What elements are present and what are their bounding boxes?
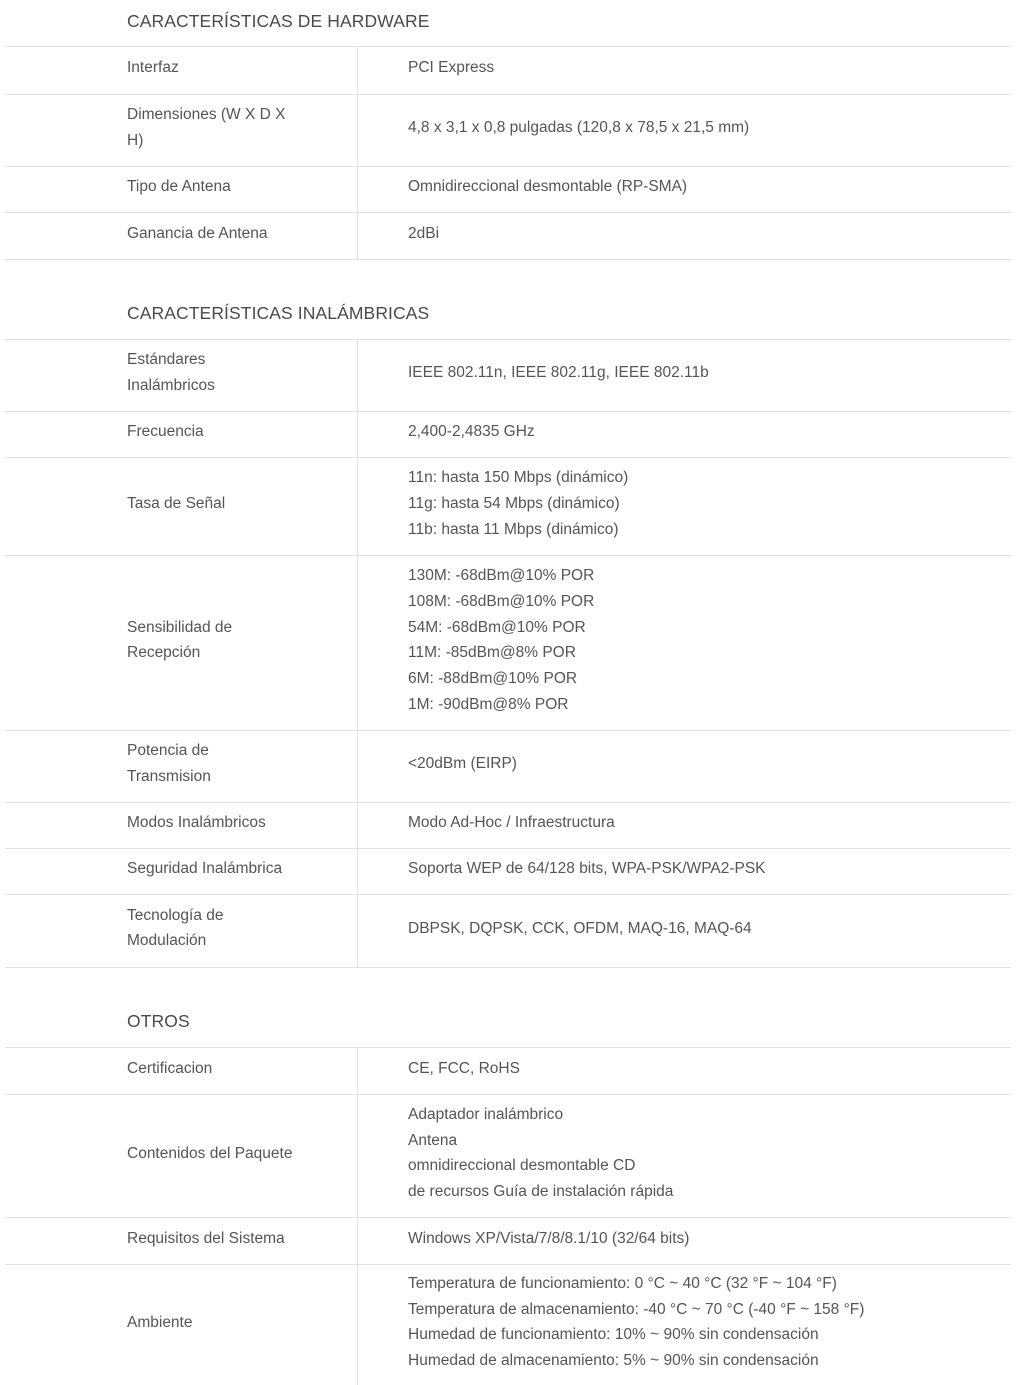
spec-value (408, 174, 998, 200)
spec-label (127, 1056, 317, 1082)
spec-value (408, 751, 998, 777)
section-title: OTROS (127, 1011, 190, 1031)
column-divider (357, 895, 358, 967)
spec-label-line: Requisitos del Sistema (127, 1229, 285, 1247)
section-header-divider (5, 339, 1011, 340)
spec-value-line: DBPSK, DQPSK, CCK, OFDM, MAQ-16, MAQ-64 (408, 919, 752, 937)
row-divider (5, 411, 1011, 412)
column-divider (357, 849, 358, 894)
section-title: CARACTERÍSTICAS DE HARDWARE (127, 11, 430, 31)
spec-label-line: Seguridad Inalámbrica (127, 860, 283, 878)
spec-value-line: CE, FCC, RoHS (408, 1059, 520, 1077)
row-divider (5, 166, 1011, 167)
spec-label-line: Ambiente (127, 1313, 193, 1331)
row-divider (5, 555, 1011, 556)
spec-label-line: Frecuencia (127, 423, 204, 441)
row-divider (5, 1217, 1011, 1218)
spec-label-line: Tecnología de (127, 906, 224, 924)
spec-value (408, 1056, 998, 1082)
spec-value-line: de recursos Guía de instalación rápida (408, 1183, 674, 1201)
spec-label-line: Recepción (127, 644, 201, 662)
spec-label-line: Inalámbricos (127, 376, 215, 394)
column-divider (357, 1265, 358, 1385)
spec-label-line: Dimensiones (W X D X (127, 106, 286, 124)
spec-value-line: 1M: -90dBm@8% POR (408, 696, 569, 714)
spec-value (408, 221, 998, 247)
spec-label-line: H) (127, 131, 144, 149)
section-header-divider (5, 1047, 1011, 1048)
spec-value-line: 54M: -68dBm@10% POR (408, 618, 586, 636)
spec-label-line: Tipo de Antena (127, 178, 231, 196)
row-divider (5, 802, 1011, 803)
spec-label (127, 491, 317, 517)
spec-value-line: 2dBi (408, 224, 440, 242)
row-divider (5, 1264, 1011, 1265)
spec-value-line: Omnidireccional desmontable (RP-SMA) (408, 178, 688, 196)
spec-label (127, 174, 317, 200)
spec-value (408, 1271, 998, 1374)
column-divider (357, 412, 358, 457)
row-divider (5, 894, 1011, 895)
column-divider (357, 213, 358, 259)
spec-label (127, 903, 317, 955)
spec-label-line: Modos Inalámbricos (127, 814, 266, 832)
spec-value (408, 810, 998, 836)
row-divider (5, 212, 1011, 213)
section-header-divider (5, 46, 1011, 47)
spec-value (408, 563, 998, 718)
spec-value-line: PCI Express (408, 59, 495, 77)
spec-value-line: 11n: hasta 150 Mbps (dinámico) (408, 469, 629, 487)
spec-label (127, 221, 317, 247)
spec-value-line: IEEE 802.11n, IEEE 802.11g, IEEE 802.11b (408, 364, 709, 382)
spec-value-line: Temperatura de almacenamiento: -40 °C ~ 70 °C (-40 °F ~ 158 °F) (408, 1300, 865, 1318)
column-divider (357, 1218, 358, 1264)
section-title: CARACTERÍSTICAS INALÁMBRICAS (127, 303, 430, 323)
spec-label (127, 1310, 317, 1336)
column-divider (357, 167, 358, 212)
column-divider (357, 340, 358, 411)
spec-value-line: Antena (408, 1131, 458, 1149)
spec-value (408, 419, 998, 445)
spec-value (408, 115, 998, 141)
row-divider (5, 457, 1011, 458)
spec-label (127, 1226, 317, 1252)
spec-value (408, 1226, 998, 1252)
spec-value (408, 360, 998, 386)
spec-value (408, 55, 998, 81)
column-divider (357, 803, 358, 848)
spec-value-line: 6M: -88dBm@10% POR (408, 670, 578, 688)
row-divider (5, 967, 1011, 968)
spec-value-line: <20dBm (EIRP) (408, 755, 517, 773)
spec-label-line: Transmision (127, 767, 211, 785)
spec-label (127, 738, 317, 790)
row-divider (5, 848, 1011, 849)
spec-label (127, 419, 317, 445)
column-divider (357, 556, 358, 730)
spec-label (127, 856, 317, 882)
spec-value-line: Soporta WEP de 64/128 bits, WPA-PSK/WPA2-PSK (408, 860, 766, 878)
spec-value-line: 11b: hasta 11 Mbps (dinámico) (408, 520, 619, 538)
spec-value-line: Humedad de funcionamiento: 10% ~ 90% sin condensación (408, 1326, 819, 1344)
spec-value (408, 916, 998, 942)
spec-label (127, 347, 317, 399)
spec-value (408, 1102, 998, 1205)
row-divider (5, 730, 1011, 731)
spec-label (127, 55, 317, 81)
spec-label (127, 1141, 317, 1167)
spec-value-line: 11M: -85dBm@8% POR (408, 644, 576, 662)
spec-value-line: 2,400-2,4835 GHz (408, 423, 535, 441)
column-divider (357, 458, 358, 555)
spec-label-line: Tasa de Señal (127, 495, 226, 513)
column-divider (357, 731, 358, 802)
spec-label (127, 615, 317, 667)
spec-value-line: omnidireccional desmontable CD (408, 1157, 636, 1175)
column-divider (357, 95, 358, 166)
spec-value-line: Temperatura de funcionamiento: 0 °C ~ 40 °C (32 °F ~ 104 °F) (408, 1274, 837, 1292)
row-divider (5, 259, 1011, 260)
column-divider (357, 1048, 358, 1094)
spec-label (127, 810, 317, 836)
spec-label-line: Certificacion (127, 1059, 213, 1077)
spec-value-line: 130M: -68dBm@10% POR (408, 567, 595, 585)
spec-label-line: Interfaz (127, 59, 179, 77)
spec-value-line: 4,8 x 3,1 x 0,8 pulgadas (120,8 x 78,5 x 21,5 mm) (408, 119, 750, 137)
spec-value-line: 11g: hasta 54 Mbps (dinámico) (408, 495, 620, 513)
spec-value-line: Adaptador inalámbrico (408, 1105, 564, 1123)
spec-label-line: Potencia de (127, 742, 209, 760)
spec-value (408, 465, 998, 542)
spec-value-line: Modo Ad-Hoc / Infraestructura (408, 814, 615, 832)
spec-label-line: Modulación (127, 932, 207, 950)
spec-value-line: 108M: -68dBm@10% POR (408, 592, 595, 610)
row-divider (5, 94, 1011, 95)
spec-label-line: Estándares (127, 351, 206, 369)
spec-label-line: Sensibilidad de (127, 618, 233, 636)
spec-label-line: Ganancia de Antena (127, 224, 268, 242)
spec-label (127, 102, 317, 154)
spec-value (408, 856, 998, 882)
spec-value-line: Windows XP/Vista/7/8/8.1/10 (32/64 bits) (408, 1229, 690, 1247)
row-divider (5, 1094, 1011, 1095)
column-divider (357, 1095, 358, 1217)
column-divider (357, 47, 358, 94)
spec-value-line: Humedad de almacenamiento: 5% ~ 90% sin condensación (408, 1352, 819, 1370)
spec-label-line: Contenidos del Paquete (127, 1144, 293, 1162)
